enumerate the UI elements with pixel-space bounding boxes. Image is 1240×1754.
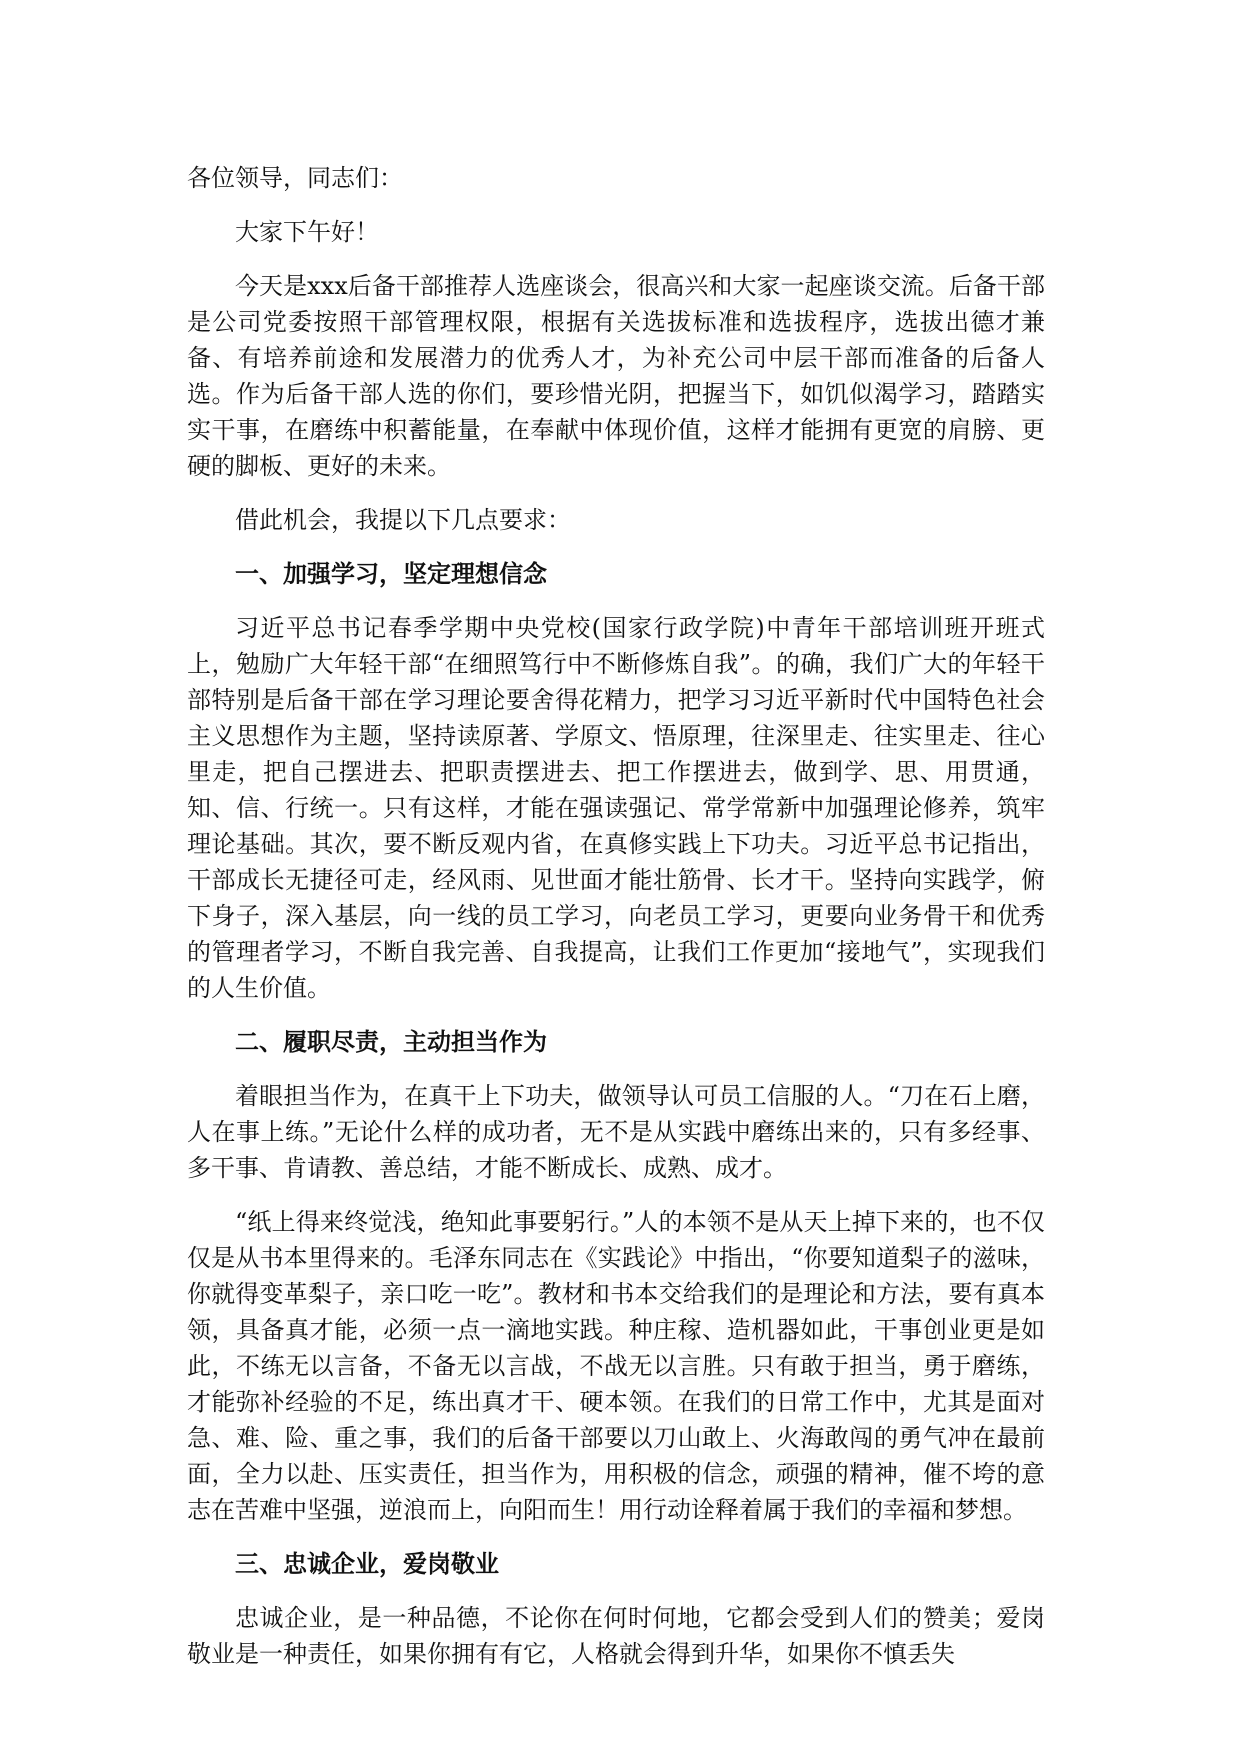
intro-paragraph: 今天是xxx后备干部推荐人选座谈会，很高兴和大家一起座谈交流。后备干部是公司党委按照干部管理权限，根据有关选拔标准和选拔程序，选拔出德才兼备、有培养前途和发展潜力的优秀人才，为补充公司中层干部而准备的后备人选。作为后备干部人选的你们，要珍惜光阴，把握当下，如饥似渴学习，踏踏实实干事，在磨练中积蓄能量，在奉献中体现价值，这样才能拥有更宽的肩膀、更硬的脚板、更好的未来。 xyxy=(187,272,1045,480)
section-1-paragraph: 习近平总书记春季学期中央党校(国家行政学院)中青年干部培训班开班式上，勉励广大年轻干部“在细照笃行中不断修炼自我”。的确，我们广大的年轻干部特别是后备干部在学习理论要舍得花精力，把学习习近平新时代中国特色社会主义思想作为主题，坚持读原著、学原文、悟原理，往深里走、往实里走、往心里走，把自己摆进去、把职责摆进去、把工作摆进去，做到学、思、用贯通，知、信、行统一。只有这样，才能在强读强记、常学常新中加强理论修养，筑牢理论基础。其次，要不断反观内省，在真修实践上下功夫。习近平总书记指出，干部成长无捷径可走，经风雨、见世面才能壮筋骨、长才干。坚持向实践学，俯下身子，深入基层，向一线的员工学习，向老员工学习，更要向业务骨干和优秀的管理者学习，不断自我完善、自我提高，让我们工作更加“接地气”，实现我们的人生价值。 xyxy=(187,614,1045,1002)
section-3-paragraph: 忠诚企业，是一种品德，不论你在何时何地，它都会受到人们的赞美；爱岗敬业是一种责任，如果你拥有有它，人格就会得到升华，如果你不慎丢失 xyxy=(187,1604,1045,1668)
section-2-paragraph-2: “纸上得来终觉浅，绝知此事要躬行。”人的本领不是从天上掉下来的，也不仅仅是从书本里得来的。毛泽东同志在《实践论》中指出，“你要知道梨子的滋味，你就得变革梨子，亲口吃一吃”。教材和书本交给我们的是理论和方法，要有真本领，具备真才能，必须一点一滴地实践。种庄稼、造机器如此，干事创业更是如此，不练无以言备，不备无以言战，不战无以言胜。只有敢于担当，勇于磨练，才能弥补经验的不足，练出真才干、硬本领。在我们的日常工作中，尤其是面对急、难、险、重之事，我们的后备干部要以刀山敢上、火海敢闯的勇气冲在最前面，全力以赴、压实责任，担当作为，用积极的信念，顽强的精神，催不垮的意志在苦难中坚强，逆浪而上，向阳而生！用行动诠释着属于我们的幸福和梦想。 xyxy=(187,1208,1045,1524)
section-2-paragraph-1: 着眼担当作为，在真干上下功夫，做领导认可员工信服的人。“刀在石上磨，人在事上练。”无论什么样的成功者，无不是从实践中磨练出来的，只有多经事、多干事、肯请教、善总结，才能不断成长、成熟、成才。 xyxy=(187,1082,1045,1182)
section-heading-3: 三、忠诚企业，爱岗敬业 xyxy=(235,1549,499,1578)
document-body xyxy=(187,160,1045,1690)
salutation: 各位领导，同志们： xyxy=(187,164,403,192)
requirements-intro-paragraph: 借此机会，我提以下几点要求： xyxy=(235,506,571,534)
section-heading-2: 二、履职尽责，主动担当作为 xyxy=(235,1027,547,1056)
greeting-paragraph: 大家下午好！ xyxy=(235,218,379,246)
section-heading-1: 一、加强学习，坚定理想信念 xyxy=(235,559,547,588)
